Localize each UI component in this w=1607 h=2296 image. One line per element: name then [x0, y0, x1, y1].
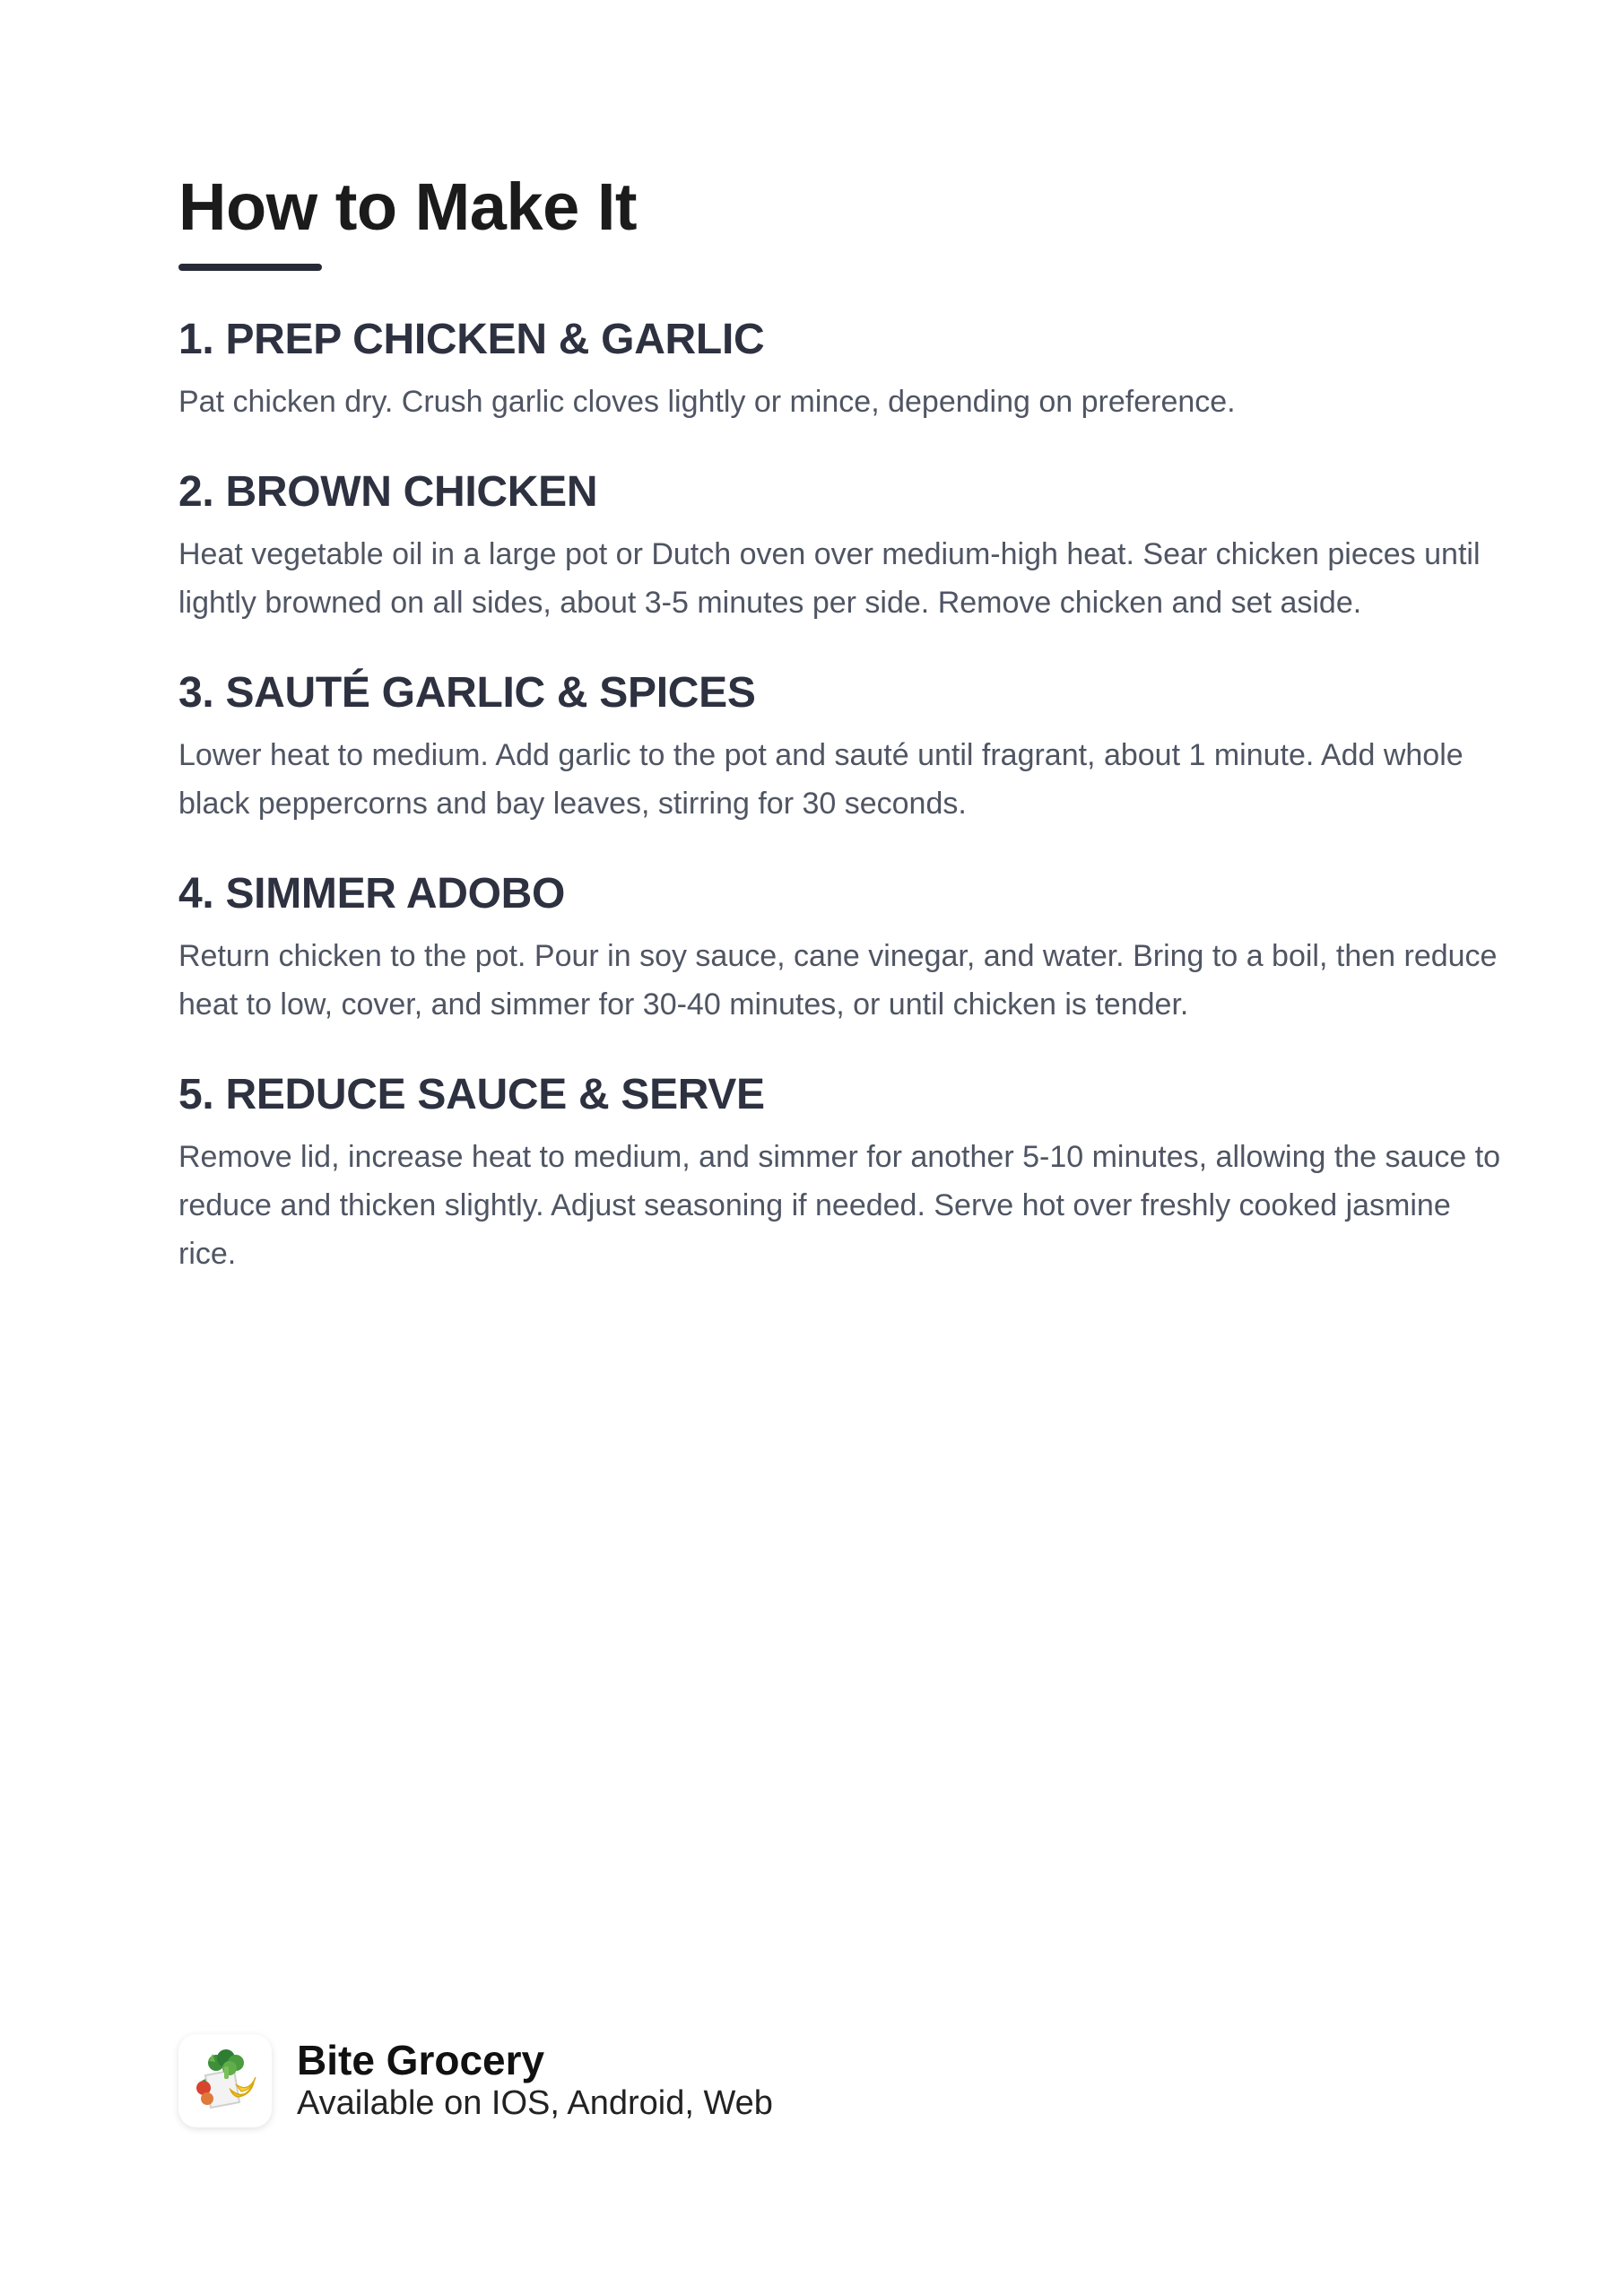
step-body: Pat chicken dry. Crush garlic cloves lightly or mince, depending on preference.	[178, 385, 1236, 419]
title-underline	[178, 264, 322, 271]
grocery-bag-icon	[178, 2034, 272, 2127]
step-body: Heat vegetable oil in a large pot or Dutch oven over medium-high heat. Sear chicken pieces until lightly browned on all sides, about 3-5 minutes per side. Remove chicken and set aside.	[178, 537, 1481, 620]
step-body: Return chicken to the pot. Pour in soy sauce, cane vinegar, and water. Bring to a boil, then reduce heat to low, cover, and simmer for 30-40 minutes, or until chicken is tender.	[178, 939, 1498, 1022]
step-body: Remove lid, increase heat to medium, and simmer for another 5-10 minutes, allowing the sauce to reduce and thicken slightly. Adjust seasoning if needed. Serve hot over freshly cooked jasmine rice.	[178, 1140, 1501, 1271]
app-info	[297, 2038, 773, 2124]
step-item	[178, 311, 1506, 426]
steps-list	[178, 311, 1506, 1278]
step-heading: 3. SAUTÉ GARLIC & SPICES	[178, 669, 756, 717]
app-promo-footer	[178, 2034, 773, 2127]
app-platforms: Available on IOS, Android, Web	[297, 2084, 773, 2122]
step-item	[178, 1066, 1506, 1278]
grocery-logo-graphic	[187, 2043, 263, 2118]
step-item	[178, 865, 1506, 1029]
step-heading: 4. SIMMER ADOBO	[178, 870, 566, 918]
step-heading: 1. PREP CHICKEN & GARLIC	[178, 316, 765, 363]
app-name: Bite Grocery	[297, 2037, 545, 2083]
step-body: Lower heat to medium. Add garlic to the pot and sauté until fragrant, about 1 minute. Add whole black peppercorns and bay leaves, stirring for 30 seconds.	[178, 738, 1464, 821]
step-heading: 2. BROWN CHICKEN	[178, 468, 598, 516]
step-heading: 5. REDUCE SAUCE & SERVE	[178, 1071, 765, 1118]
step-item	[178, 665, 1506, 828]
step-item	[178, 464, 1506, 627]
page-title: How to Make It	[178, 170, 638, 244]
